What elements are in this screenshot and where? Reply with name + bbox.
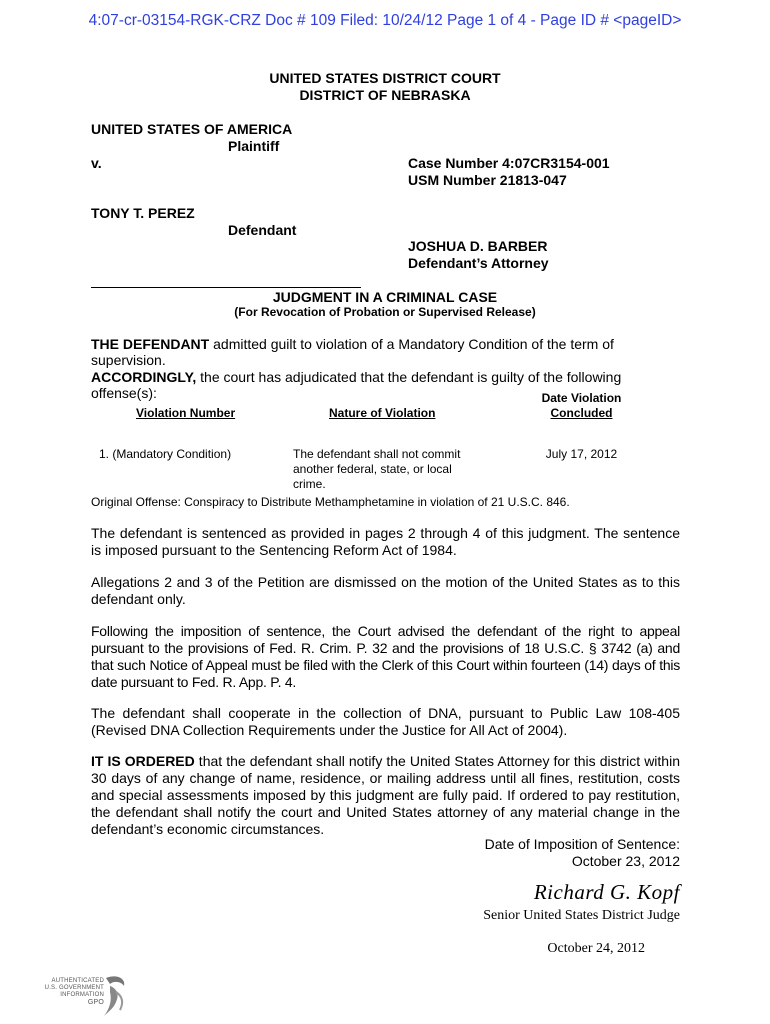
gpo-authentication-seal	[30, 970, 130, 1020]
table-row-nature-line2: another federal, state, or local	[293, 462, 452, 476]
court-name: UNITED STATES DISTRICT COURT	[269, 70, 501, 86]
plaintiff-name: UNITED STATES OF AMERICA	[91, 121, 293, 137]
judgment-subtitle: (For Revocation of Probation or Supervised Release)	[234, 305, 536, 319]
attorney-name: JOSHUA D. BARBER	[408, 238, 548, 254]
gpo-seal-text	[34, 978, 104, 1006]
table-row-nature-line1: The defendant shall not commit	[293, 447, 461, 461]
ordered-text: that the defendant shall notify the United States Attorney for this district within 30 days of any change of name, residence, or mailing address until all fines, restitution, costs and special assessments imposed by this judgment are fully paid. If ordered to pay restitution, the defendant shall notify the court and United States attorney of any material change in the defendant’s economic circumstances.	[91, 753, 680, 837]
attorney-role: Defendant’s Attorney	[408, 255, 549, 271]
dna-paragraph: The defendant shall cooperate in the collection of DNA, pursuant to Public Law 108-405 (Revised DNA Collection Requirements under the Justice for All Act of 2004).	[91, 705, 680, 738]
appeal-paragraph: Following the imposition of sentence, the Court advised the defendant of the right to appeal pursuant to the provisions of Fed. R. Crim. P. 32 and the provisions of 18 U.S.C. § 3742 (a) and that such Notice of Appeal must be filed with the Clerk of this Court within fourteen (14) days of this date pursuant to Fed. R. App. P. 4.	[91, 623, 680, 690]
eagle-icon	[102, 972, 130, 1018]
defendant-text: admitted guilt to violation of a Mandatory Condition of the term of supervision.	[91, 336, 614, 368]
versus: v.	[91, 155, 102, 171]
signature-date: October 24, 2012	[547, 941, 645, 956]
ordered-paragraph	[91, 753, 680, 838]
gpo-seal-line1: AUTHENTICATED	[51, 978, 104, 984]
filing-stamp: 4:07-cr-03154-RGK-CRZ Doc # 109 Filed: 10/24/12 Page 1 of 4 - Page ID # <pageID>	[88, 12, 682, 29]
imposition-label: Date of Imposition of Sentence:	[484, 836, 680, 852]
original-offense: Original Offense: Conspiracy to Distribute Methamphetamine in violation of 21 U.S.C. 846.	[91, 495, 570, 509]
ordered-lead: IT IS ORDERED	[91, 753, 195, 769]
divider-rule	[91, 287, 361, 288]
gpo-seal-line2: U.S. GOVERNMENT	[44, 985, 104, 991]
table-header-violation-number: Violation Number	[136, 406, 236, 420]
imposition-date: October 23, 2012	[571, 853, 680, 869]
table-header-date-line2: Concluded	[550, 406, 613, 420]
defendant-role: Defendant	[228, 222, 297, 238]
table-row-date: July 17, 2012	[545, 447, 618, 461]
table-row-violation-number: 1. (Mandatory Condition)	[99, 447, 232, 461]
defendant-admission-paragraph	[91, 336, 681, 368]
usm-number: USM Number 21813-047	[408, 172, 567, 188]
table-header-date-line1: Date Violation	[541, 391, 622, 405]
sentence-paragraph: The defendant is sentenced as provided in pages 2 through 4 of this judgment. The sentence is imposed pursuant to the Sentencing Reform Act of 1984.	[91, 525, 680, 558]
accordingly-text: the court has adjudicated that the defendant is guilty of the following offense(s):	[91, 369, 622, 401]
defendant-name: TONY T. PEREZ	[91, 205, 195, 221]
court-district: DISTRICT OF NEBRASKA	[299, 87, 471, 103]
judge-signature: Richard G. Kopf	[533, 880, 680, 904]
accordingly-lead: ACCORDINGLY,	[91, 369, 197, 385]
defendant-lead: THE DEFENDANT	[91, 336, 210, 352]
judge-title: Senior United States District Judge	[483, 908, 680, 923]
gpo-seal-line3: INFORMATION	[60, 992, 104, 998]
gpo-seal-line4: GPO	[87, 999, 104, 1006]
table-row-nature-line3: crime.	[293, 477, 326, 491]
case-number: Case Number 4:07CR3154-001	[408, 155, 610, 171]
judgment-title: JUDGMENT IN A CRIMINAL CASE	[272, 289, 498, 305]
plaintiff-role: Plaintiff	[228, 138, 280, 154]
allegations-paragraph: Allegations 2 and 3 of the Petition are dismissed on the motion of the United States as to this defendant only.	[91, 574, 680, 607]
table-header-nature: Nature of Violation	[329, 406, 436, 420]
